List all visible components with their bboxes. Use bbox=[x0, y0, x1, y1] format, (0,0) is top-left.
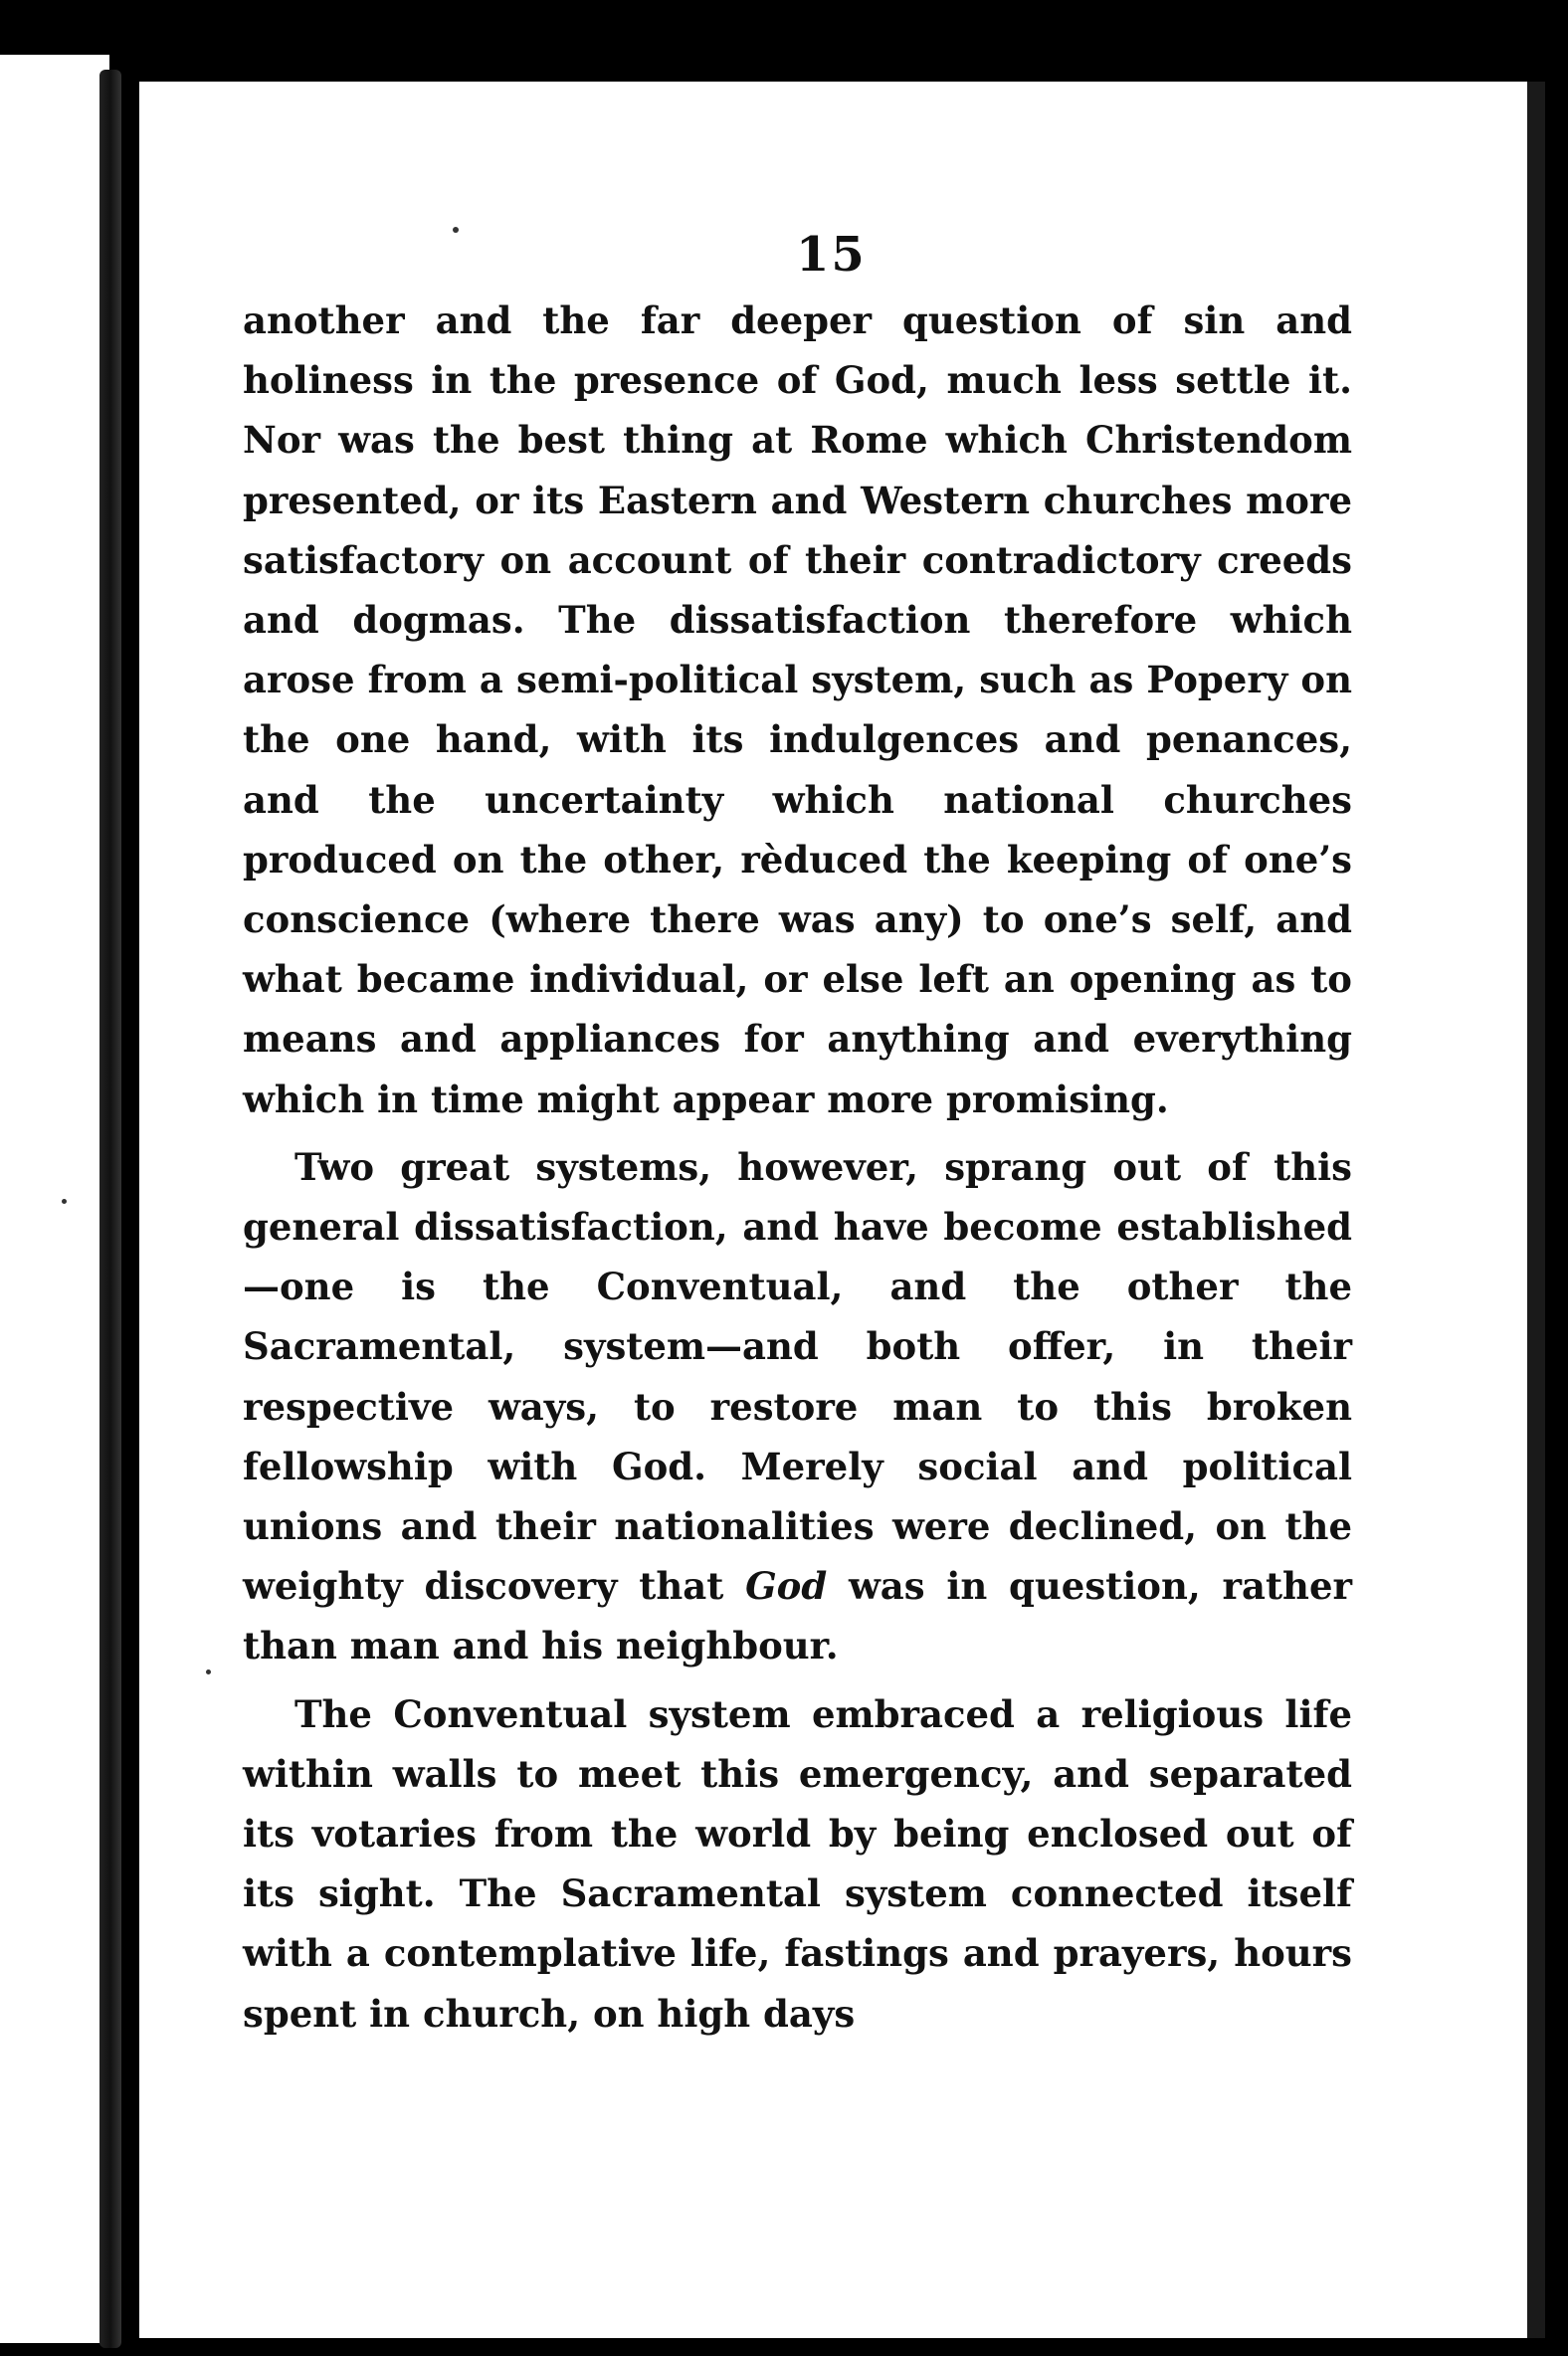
page-edge-shadow bbox=[1527, 82, 1545, 2338]
body-text bbox=[243, 291, 1352, 2052]
page-number: 15 bbox=[796, 227, 867, 283]
emphasized-word: God bbox=[745, 1564, 828, 1609]
paragraph-2-text-after: was in question, rather than man and his neighbour. bbox=[243, 1564, 1352, 1669]
paragraph-3: The Conventual system embraced a religious life within walls to meet this emergency, and separated its votaries from the world by being enclosed out of its sight. The Sacramental system connected itself with a contemplative life, fastings and prayers, hours spent in church, on high days bbox=[243, 1691, 1352, 2036]
paragraph-2-text-before: Two great systems, however, sprang out of this general dissatisfaction, and have become established—one is the Conventual, and the other the Sacramental, system—and both offer, in their respective ways, to restore man to this broken fellowship with God. Merely social and political unions and their nationalities were declined, on the weighty discovery that bbox=[243, 1144, 1352, 1609]
ink-speck bbox=[453, 227, 459, 233]
facing-page-margin bbox=[0, 55, 109, 2343]
ink-speck bbox=[206, 1669, 211, 1674]
paragraph-2 bbox=[243, 1137, 1352, 1676]
ink-speck bbox=[62, 1199, 67, 1204]
book-spine-shadow bbox=[99, 70, 121, 2348]
paragraph-1: another and the far deeper question of sin and holiness in the presence of God, much less settle it. Nor was the best thing at Rome which Christendom presented, or its Eastern and Western churches more satisfactory on account of their contradictory creeds and dogmas. The dissatisfaction therefore which arose from a semi-political system, such as Popery on the one hand, with its indulgences and penances, and the uncertainty which national churches produced on the other, rèduced the keeping of one’s conscience (where there was any) to one’s self, and what became individual, or else left an opening as to means and appliances for anything and everything which in time might appear more promising. bbox=[243, 298, 1352, 1121]
